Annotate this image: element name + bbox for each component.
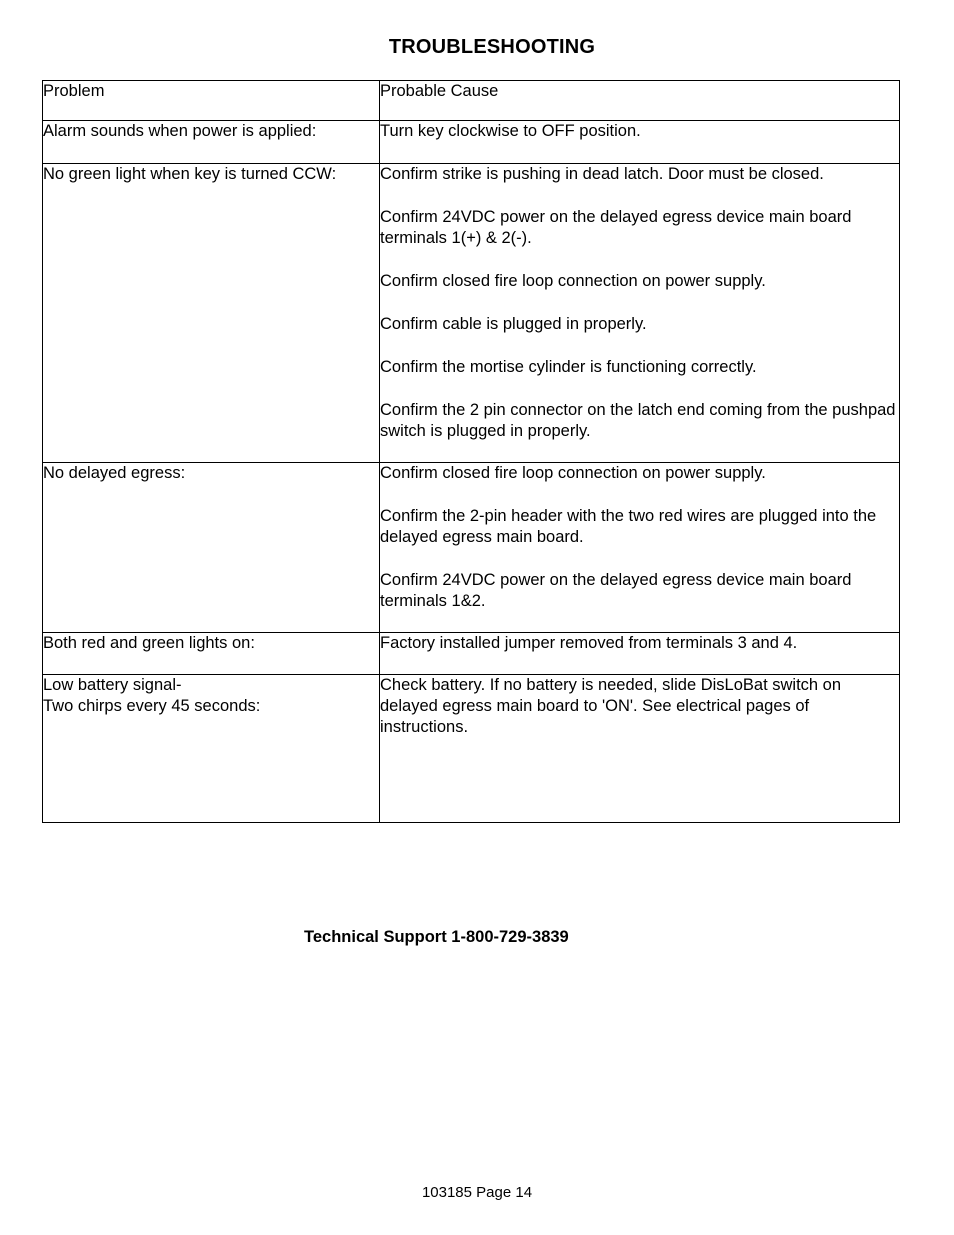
table-row <box>43 633 900 675</box>
problem-cell <box>43 463 380 633</box>
problem-text: No green light when key is turned CCW: <box>43 165 337 183</box>
cause-text: Turn key clockwise to OFF position. <box>380 122 641 140</box>
technical-support-phone: Technical Support 1-800-729-3839 <box>304 928 569 946</box>
cause-text: Confirm the 2 pin connector on the latch end coming from the pushpad switch is plugged in properly. <box>380 401 896 440</box>
page-footer: 103185 Page 14 <box>421 1184 533 1201</box>
troubleshooting-table <box>42 80 900 823</box>
problem-text: Two chirps every 45 seconds: <box>43 697 261 715</box>
cause-cell <box>380 121 900 164</box>
cause-text: Confirm 24VDC power on the delayed egress device main board terminals 1(+) & 2(-). <box>380 208 852 247</box>
problem-cell <box>43 633 380 675</box>
problem-text: Low battery signal- <box>43 676 182 694</box>
problem-cell <box>43 164 380 463</box>
cause-text: Factory installed jumper removed from terminals 3 and 4. <box>380 634 798 652</box>
cause-text: Confirm closed fire loop connection on power supply. <box>380 464 766 482</box>
page-title: TROUBLESHOOTING <box>388 36 596 58</box>
cause-text: Confirm strike is pushing in dead latch. Door must be closed. <box>380 165 824 183</box>
cause-text: Confirm closed fire loop connection on power supply. <box>380 272 766 290</box>
problem-cell <box>43 675 380 823</box>
header-probable-cause: Probable Cause <box>380 81 900 121</box>
table-row <box>43 463 900 633</box>
cause-text: Confirm the 2-pin header with the two red wires are plugged into the delayed egress main board. <box>380 507 877 546</box>
cause-cell <box>380 463 900 633</box>
table-row <box>43 675 900 823</box>
cause-text: Check battery. If no battery is needed, slide DisLoBat switch on delayed egress main board to 'ON'. See electrical pages of instructions. <box>380 676 842 736</box>
cause-text: Confirm cable is plugged in properly. <box>380 315 647 333</box>
problem-cell <box>43 121 380 164</box>
problem-text: No delayed egress: <box>43 464 186 482</box>
problem-text: Both red and green lights on: <box>43 634 255 652</box>
table-header-row <box>43 81 900 121</box>
header-problem: Problem <box>43 81 380 121</box>
cause-text: Confirm 24VDC power on the delayed egress device main board terminals 1&2. <box>380 571 852 610</box>
table-row <box>43 164 900 463</box>
problem-text: Alarm sounds when power is applied: <box>43 122 317 140</box>
cause-cell <box>380 633 900 675</box>
cause-cell <box>380 164 900 463</box>
table-row <box>43 121 900 164</box>
cause-cell <box>380 675 900 823</box>
cause-text: Confirm the mortise cylinder is functioning correctly. <box>380 358 757 376</box>
